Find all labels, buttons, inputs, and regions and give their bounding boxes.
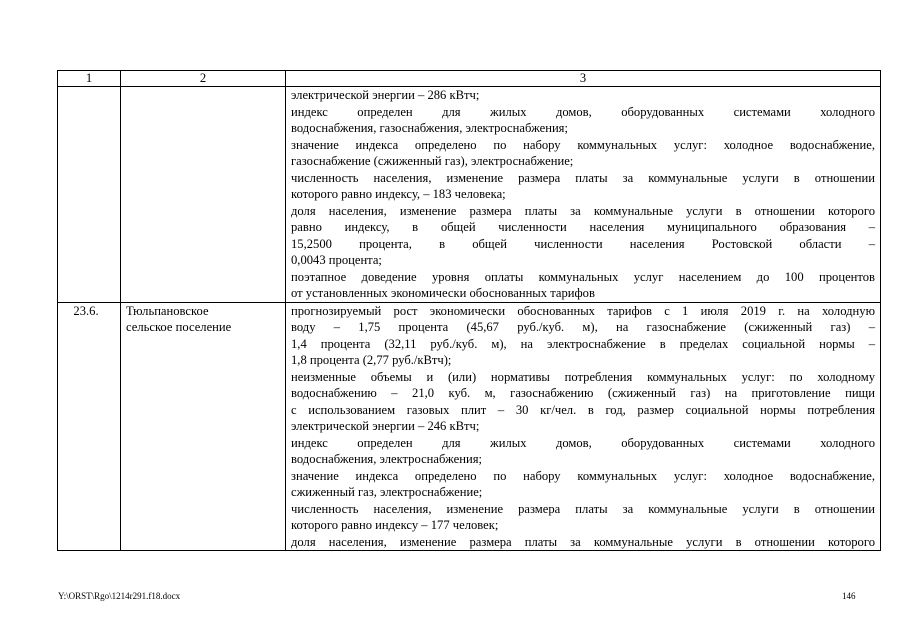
description-line: индекс определен для жилых домов, оборудованных системами холодного [291, 435, 875, 450]
settlement-name-line-2: сельское поселение [126, 320, 232, 334]
description-line: сжиженный газ, электроснабжение; [291, 485, 483, 499]
document-table [57, 70, 881, 551]
table-header-row [58, 71, 881, 87]
description-line: индекс определен для жилых домов, оборудованных системами холодного [291, 104, 875, 119]
description-line: 1,4 процента (32,11 руб./куб. м), на электроснабжение в пределах социальной нормы – [291, 336, 875, 351]
row-description-cell [286, 302, 881, 551]
description-line: которого равно индексу – 177 человек; [291, 518, 499, 532]
header-col-1: 1 [58, 71, 121, 87]
description-line: значение индекса определено по набору коммунальных услуг: холодное водоснабжение, [291, 137, 875, 152]
settlement-name-line-1: Тюльпановское [126, 303, 209, 318]
table-row-continued [58, 87, 881, 303]
description-line: газоснабжение (сжиженный газ), электроснабжение; [291, 154, 574, 168]
row-number: 23.6. [73, 303, 99, 318]
header-col-3: 3 [286, 71, 881, 87]
description-line: доля населения, изменение размера платы за коммунальные услуги в отношении которого [291, 534, 875, 549]
description-line: водоснабжения, электроснабжения; [291, 452, 482, 466]
table-row-23-6 [58, 302, 881, 551]
description-line: 0,0043 процента; [291, 253, 382, 267]
description-line: равно индексу, в общей численности населения муниципального образования – [291, 220, 875, 234]
description-line: воду – 1,75 процента (45,67 руб./куб. м), на газоснабжение (сжиженный газ) – [291, 320, 875, 334]
header-col-2: 2 [121, 71, 286, 87]
row-description-cell [286, 87, 881, 303]
description-line: водоснабжению – 21,0 куб. м, газоснабжению (сжиженный газ) на приготовление пищи [291, 386, 875, 400]
footer-page-number: 146 [842, 591, 856, 601]
row-number-cell [58, 87, 121, 303]
description-line: доля населения, изменение размера платы за коммунальные услуги в отношении которого [291, 203, 875, 218]
footer-file-path: Y:\ORST\Rgo\1214r291.f18.docx [58, 591, 181, 601]
description-line: численность населения, изменение размера платы за коммунальные услуги в отношении [291, 170, 875, 185]
description-line: с использованием газовых плит – 30 кг/чел. в год, размер социальной нормы потребления [291, 402, 875, 417]
description-line: от установленных экономически обоснованных тарифов [291, 286, 595, 300]
description-line: прогнозируемый рост экономически обоснованных тарифов с 1 июля 2019 г. на холодную [291, 303, 875, 318]
description-line: 1,8 процента (2,77 руб./кВтч); [291, 353, 452, 367]
row-name-cell [121, 87, 286, 303]
description-line: водоснабжения, газоснабжения, электроснабжения; [291, 121, 568, 135]
description-line: поэтапное доведение уровня оплаты коммунальных услуг населением до 100 процентов [291, 269, 875, 284]
row-number-cell [58, 302, 121, 551]
row-name-cell [121, 302, 286, 551]
description-line: значение индекса определено по набору коммунальных услуг: холодное водоснабжение, [291, 468, 875, 483]
description-line: 15,2500 процента, в общей численности населения Ростовской области – [291, 236, 875, 251]
description-line: численность населения, изменение размера платы за коммунальные услуги в отношении [291, 501, 875, 516]
description-line: которого равно индексу, – 183 человека; [291, 187, 506, 201]
description-line: электрической энергии – 246 кВтч; [291, 419, 480, 433]
description-line: неизменные объемы и (или) нормативы потребления коммунальных услуг: по холодному [291, 369, 875, 384]
description-line: электрической энергии – 286 кВтч; [291, 88, 480, 102]
